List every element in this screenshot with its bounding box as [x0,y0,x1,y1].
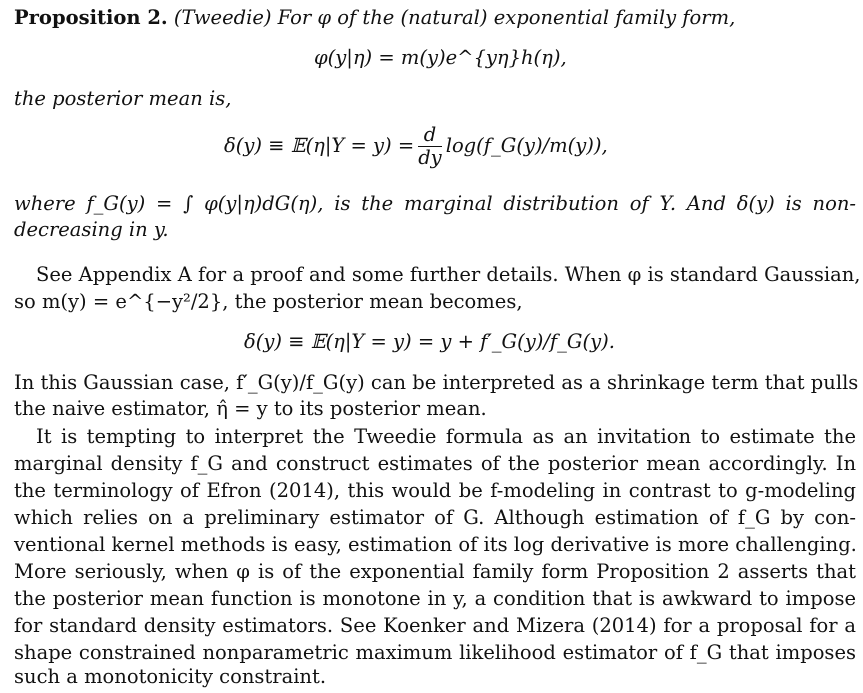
para3-line-9: shape constrained nonparametric maximum likelihood estimator of f_G that imposes [14,641,856,664]
where-line-1: where f_G(y) = ∫ φ(y|η)dG(η), is the marginal distribution of Y. And δ(y) is non- [14,192,856,215]
proposition-intro: (Tweedie) For φ of the (natural) exponential family form, [173,6,736,29]
para3-line-10: such a monotonicity constraint. [14,665,327,688]
derivative-fraction [418,124,442,169]
equation-1: φ(y|η) = m(y)e^{yη}h(η), [314,46,567,69]
para3-line-2: marginal density f_G and construct estimates of the posterior mean accordingly. In [14,452,856,475]
equation-2 [224,124,608,169]
para3-line-6: More seriously, when φ is of the exponential family form Proposition 2 asserts that [14,560,856,583]
equation-2-right: log(f_G(y)/m(y)), [445,134,608,157]
proposition-label: Proposition 2. [14,6,168,29]
para2-line-2: the naive estimator, η̂ = y to its posterior mean. [14,397,487,420]
posterior-mean-text: the posterior mean is, [14,87,232,110]
equation-2-left: δ(y) ≡ 𝔼(η|Y = y) = [224,134,415,157]
para2-line-1: In this Gaussian case, f′_G(y)/f_G(y) can be interpreted as a shrinkage term that pulls [14,371,859,394]
where-line-2: decreasing in y. [14,218,169,241]
equation-3: δ(y) ≡ 𝔼(η|Y = y) = y + f′_G(y)/f_G(y). [244,330,615,353]
para1-line-1: See Appendix A for a proof and some further details. When φ is standard Gaussian, [36,263,861,286]
para3-line-1: It is tempting to interpret the Tweedie formula as an invitation to estimate the [36,425,856,448]
para3-line-4: which relies on a preliminary estimator of G. Although estimation of f_G by con- [14,506,856,529]
fraction-denominator: dy [418,146,442,169]
para3-line-5: ventional kernel methods is easy, estimation of its log derivative is more challenging. [14,533,857,556]
proposition-statement [14,6,735,30]
para3-line-7: the posterior mean function is monotone in y, a condition that is awkward to impose [14,587,856,610]
para3-line-3: the terminology of Efron (2014), this would be f-modeling in contrast to g-modeling [14,479,856,502]
fraction-numerator: d [418,124,442,147]
para1-line-2: so m(y) = e^{−y²/2}, the posterior mean becomes, [14,290,523,313]
para3-line-8: for standard density estimators. See Koenker and Mizera (2014) for a proposal for a [14,614,856,637]
